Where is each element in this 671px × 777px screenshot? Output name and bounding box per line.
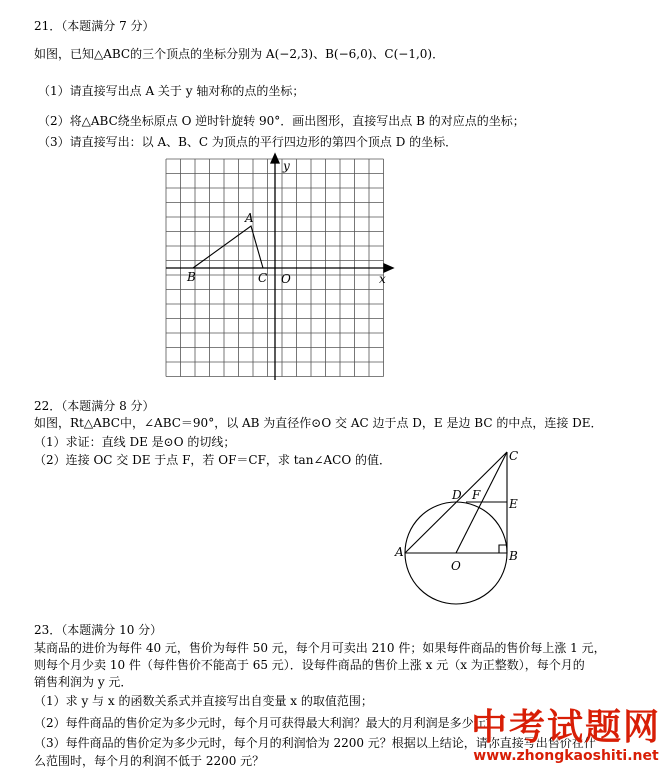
label-origin: O xyxy=(281,272,291,286)
q21-part1: （1）请直接写出点 A 关于 y 轴对称的点的坐标； xyxy=(38,84,305,98)
label-e: E xyxy=(509,497,518,511)
right-angle-mark xyxy=(499,545,507,553)
q23-part3: （3）每件商品的售价定为多少元时，每个月的利润恰为 2200 元？根据以上结论，请你直接写出售价在什 xyxy=(34,736,596,750)
q23-line2: 则每个月少卖 10 件（每件售价不能高于 65 元）．设每件商品的售价上涨 x 元（x 为正整数），每个月的 xyxy=(34,658,585,672)
label-c: C xyxy=(509,449,519,463)
q21-stem: 如图，已知△ABC的三个顶点的坐标分别为 A(−2,3)、B(−6,0)、C(−1,0)． xyxy=(34,47,445,61)
q22-part2: （2）连接 OC 交 DE 于点 F，若 OF＝CF，求 tan∠ACO 的值． xyxy=(34,453,391,467)
label-point-c: C xyxy=(258,271,268,285)
q21-part3: （3）请直接写出：以 A、B、C 为顶点的平行四边形的第四个顶点 D 的坐标． xyxy=(38,135,458,149)
q23-line1: 某商品的进价为每件 40 元，售价为每件 50 元，每个月可卖出 210 件；如果每件商品的售价每上涨 1 元， xyxy=(34,641,606,655)
watermark-url[interactable]: www.zhongkaoshiti.net xyxy=(473,748,659,764)
label-b: B xyxy=(509,549,518,563)
label-d: D xyxy=(452,488,462,502)
label-point-a: A xyxy=(245,211,254,225)
label-y-axis: y xyxy=(283,159,290,173)
q23-part1: （1）求 y 与 x 的函数关系式并直接写出自变量 x 的取值范围； xyxy=(34,694,373,708)
q23-part2: （2）每件商品的售价定为多少元时，每个月可获得最大利润？最大的月利润是多少元？ xyxy=(34,716,498,730)
q23-header: 23．（本题满分 10 分） xyxy=(34,623,163,637)
label-a: A xyxy=(395,545,404,559)
q22-header: 22．（本题满分 8 分） xyxy=(34,399,155,413)
watermark-brand: 中考试题网 xyxy=(470,707,661,748)
site-watermark xyxy=(471,708,661,764)
label-o: O xyxy=(451,559,461,573)
q23-part4: 么范围时，每个月的利润不低于 2200 元？ xyxy=(34,754,265,768)
q23-line3: 销售利润为 y 元． xyxy=(34,675,133,689)
q21-header: 21．（本题满分 7 分） xyxy=(34,19,155,33)
q22-part1: （1）求证：直线 DE 是⊙O 的切线； xyxy=(34,435,236,449)
label-x-axis: x xyxy=(379,272,386,286)
label-point-b: B xyxy=(187,270,196,284)
q22-stem: 如图，Rt△ABC中，∠ABC＝90°，以 AB 为直径作⊙O 交 AC 边于点 D，E 是边 BC 的中点，连接 DE． xyxy=(34,416,603,430)
label-f: F xyxy=(472,488,481,502)
q21-part2: （2）将△ABC绕坐标原点 O 逆时针旋转 90°．画出图形，直接写出点 B 的对应点的坐标； xyxy=(38,114,525,128)
